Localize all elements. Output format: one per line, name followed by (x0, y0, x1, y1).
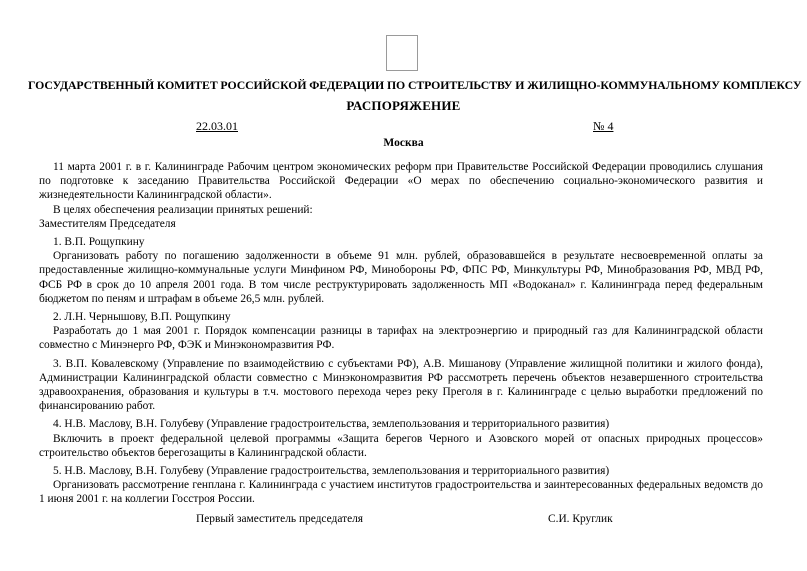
item-5-head: 5. Н.В. Маслову, В.Н. Голубеву (Управление градостроительства, землепользования и территориального развития) (53, 465, 610, 478)
signatory-name: С.И. Круглик (548, 513, 613, 525)
item-1-text: Организовать работу по погашению задолженности в объеме 91 млн. рублей, образовавшейся в результате несвоевременной оплаты за предоставленные жилищно-коммунальные услуги Минфином РФ, Минобороны РФ, ФПС РФ, Минкультуры РФ, Минобразования РФ, МВД РФ, ФСБ РФ в срок до 10 апреля 2001 года. В том числе реструктурировать задолженность МП «Водоканал» г. Калининграда перед федеральным бюджетом по пеням и штрафам в объеме 26,5 млн. рублей. (39, 250, 763, 305)
addressee-line: Заместителям Председателя (39, 217, 176, 230)
item-4-text: Включить в проект федеральной целевой программы «Защита берегов Черного и Азовского морей от опасных природных процессов» строительство объектов берегозащиты в Калининградской области. (39, 432, 763, 459)
intro-paragraph: 11 марта 2001 г. в г. Калининграде Рабочим центром экономических реформ при Правительстве Российской Федерации проводились слушания по подготовке к заседанию Правительства Российской Федерации «О мерах по обеспечению социально-экономического развития и жизнедеятельности Калининградской области». (39, 161, 763, 202)
item-1-head: 1. В.П. Рощупкину (53, 236, 145, 249)
document-city: Москва (383, 137, 424, 149)
document-date: 22.03.01 (196, 119, 238, 133)
document-body (39, 160, 763, 507)
organization-name: ГОСУДАРСТВЕННЫЙ КОМИТЕТ РОССИЙСКОЙ ФЕДЕРАЦИИ ПО СТРОИТЕЛЬСТВУ И ЖИЛИЩНО-КОММУНАЛЬНОМУ КОМПЛЕКСУ (28, 78, 802, 92)
item-4-head: 4. Н.В. Маслову, В.Н. Голубеву (Управление градостроительства, землепользования и территориального развития) (53, 418, 610, 431)
signatory-title: Первый заместитель председателя (196, 513, 364, 525)
item-2-head: 2. Л.Н. Чернышову, В.П. Рощупкину (53, 311, 231, 324)
item-3-text: 3. В.П. Ковалевскому (Управление по взаимодействию с субъектами РФ), А.В. Мишанову (Управление жилищной политики и жилого фонда), Администрации Калининградской области совместно с Минэкономразвития РФ рассмотреть перечень объектов незавершенного строительства здравоохранения, образования и культуры в т.ч. мостового перехода через реку Преголя в г. Калининграде с целью выработки предложений по финансированию работ. (39, 357, 763, 413)
item-5-text: Организовать рассмотрение генплана г. Калининграда с участием институтов градостроительства и заинтересованных федеральных ведомств до 1 июня 2001 г. на коллегии Госстроя России. (39, 479, 763, 506)
emblem-placeholder (386, 35, 418, 71)
purpose-line: В целях обеспечения реализации принятых решений: (53, 203, 313, 216)
item-2-text: Разработать до 1 мая 2001 г. Порядок компенсации разницы в тарифах на электроэнергию и природный газ для Калининградской области совместно с Минэнерго РФ, ФЭК и Минэкономразвития РФ. (39, 325, 763, 352)
document-number: № 4 (593, 119, 614, 133)
document-type: РАСПОРЯЖЕНИЕ (346, 98, 461, 113)
